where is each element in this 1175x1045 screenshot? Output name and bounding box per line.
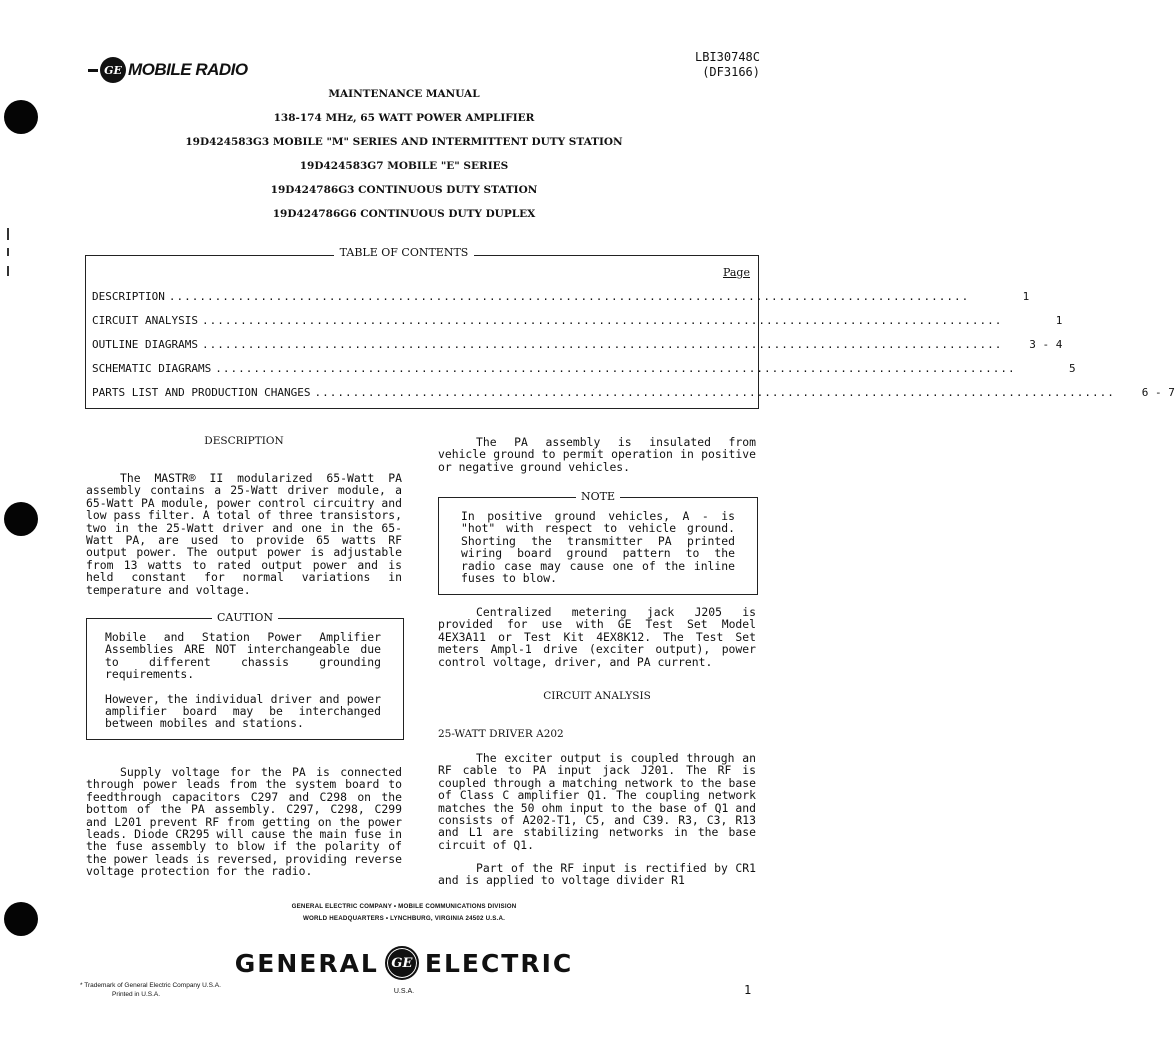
toc-page-label: Page bbox=[722, 266, 750, 279]
leader-dots: ......................................................................................................... bbox=[201, 314, 1003, 327]
manual-subtitle: 138-174 MHz, 65 WATT POWER AMPLIFIER bbox=[273, 112, 535, 124]
exciter-paragraph: The exciter output is coupled through an RF cable to PA input jack J201. The RF is coupled through a matching network to the base of Class C amplifier Q1. The coupling network matches the 50 ohm input to the base of Q1 and consists of A202-T1, C5, and C39. R3, C3, R13 and L1 are stabilizing networks in the base circuit of Q1. bbox=[438, 751, 756, 852]
mobile-radio-logo bbox=[88, 55, 248, 85]
caution-label: CAUTION bbox=[87, 611, 403, 624]
leader-dots: ......................................................................................................... bbox=[201, 338, 1003, 351]
doc-sub-number: (DF3166) bbox=[702, 65, 760, 79]
title-block bbox=[0, 82, 808, 226]
manual-title: MAINTENANCE MANUAL bbox=[328, 88, 480, 100]
doc-number: LBI30748C bbox=[694, 50, 760, 64]
margin-mark bbox=[7, 266, 9, 276]
leader-dots: ......................................................................................................... bbox=[168, 290, 970, 303]
caution-box bbox=[86, 611, 404, 740]
driver-subheading: 25-WATT DRIVER A202 bbox=[438, 728, 564, 740]
model-line: 19D424583G3 MOBILE "M" SERIES AND INTERMITTENT DUTY STATION bbox=[185, 136, 623, 148]
metering-paragraph: Centralized metering jack J205 is provided for use with GE Test Set Model 4EX3A11 or Test Kit 4EX8K12. The Test Set meters Ampl-1 drive (exciter output), power control voltage, driver, and PA current. bbox=[438, 605, 756, 669]
brand-electric: ELECTRIC bbox=[424, 948, 574, 978]
headquarters-line: WORLD HEADQUARTERS • LYNCHBURG, VIRGINIA 24502 U.S.A. bbox=[302, 915, 506, 922]
usa-label: U.S.A. bbox=[393, 988, 415, 995]
printed-note: Printed in U.S.A. bbox=[112, 991, 161, 998]
model-line: 19D424583G7 MOBILE "E" SERIES bbox=[299, 160, 509, 172]
leader-dots: ......................................................................................................... bbox=[215, 362, 1016, 375]
rectifier-paragraph: Part of the RF input is rectified by CR1 and is applied to voltage divider R1 bbox=[438, 861, 756, 888]
toc-entry[interactable]: OUTLINE DIAGRAMS ......................................................................................................... 3 - 4 bbox=[92, 338, 1063, 351]
toc-entry[interactable]: DESCRIPTION ......................................................................................................... 1 bbox=[92, 290, 1030, 303]
model-line: 19D424786G6 CONTINUOUS DUTY DUPLEX bbox=[272, 208, 536, 220]
note-text: In positive ground vehicles, A - is "hot" with respect to vehicle ground. Shorting the transmitter PA printed wiring board ground pattern to the radio case may cause one of the inline fuses to blow. bbox=[461, 509, 735, 586]
note-box bbox=[438, 490, 758, 595]
punch-hole bbox=[4, 502, 38, 536]
ge-logo-icon: GE bbox=[385, 946, 419, 980]
supply-paragraph: Supply voltage for the PA is connected through power leads from the system board to feedthrough capacitors C297 and C298 on the bottom of the PA assembly. C297, C298, C299 and L201 prevent RF from getting on the power leads. Diode CR295 will cause the main fuse in the fuse assembly to blow if the polarity of the power leads is reversed, providing reverse voltage protection for the radio. bbox=[86, 765, 402, 879]
toc-heading: TABLE OF CONTENTS bbox=[0, 246, 808, 259]
company-line: GENERAL ELECTRIC COMPANY • MOBILE COMMUNICATIONS DIVISION bbox=[291, 903, 517, 910]
toc-entry[interactable]: PARTS LIST AND PRODUCTION CHANGES ......................................................................................................... 6 - 7 bbox=[92, 386, 1175, 399]
model-line: 19D424786G3 CONTINUOUS DUTY STATION bbox=[270, 184, 538, 196]
description-paragraph: The MASTR® II modularized 65-Watt PA assembly contains a 25-Watt driver module, a 65-Watt PA module, power control circuitry and low pass filter. A total of three transistors, two in the 25-Watt driver and one in the 65-Watt PA, are used to provide 65 watts RF output power. The output power is adjustable from 13 watts to rated output power and is held constant for normal variations in temperature and voltage. bbox=[86, 471, 402, 597]
trademark-note: * Trademark of General Electric Company U.S.A. bbox=[80, 982, 221, 989]
insulation-paragraph: The PA assembly is insulated from vehicle ground to permit operation in positive or negative ground vehicles. bbox=[438, 435, 756, 474]
page-number: 1 bbox=[744, 983, 752, 997]
toc-entry[interactable]: SCHEMATIC DIAGRAMS ......................................................................................................... 5 bbox=[92, 362, 1076, 375]
caution-text: Mobile and Station Power Amplifier Assemblies ARE NOT interchangeable due to different chassis grounding requirements. However, the individual driver and power amplifier board may be interchanged between mobiles and stations. bbox=[105, 630, 381, 731]
ge-monogram-icon: GE bbox=[100, 57, 126, 83]
toc-entry[interactable]: CIRCUIT ANALYSIS ......................................................................................................... 1 bbox=[92, 314, 1063, 327]
note-label: NOTE bbox=[439, 490, 757, 503]
circuit-analysis-heading: CIRCUIT ANALYSIS bbox=[543, 690, 651, 702]
logo-dash bbox=[88, 69, 98, 72]
leader-dots: ......................................................................................................... bbox=[314, 386, 1115, 399]
document-number bbox=[695, 50, 760, 80]
logo-text: MOBILE RADIO bbox=[128, 60, 248, 79]
brand-general: GENERAL bbox=[234, 948, 379, 978]
ge-brand bbox=[0, 946, 808, 980]
margin-mark bbox=[7, 228, 9, 240]
description-heading: DESCRIPTION bbox=[204, 435, 284, 447]
